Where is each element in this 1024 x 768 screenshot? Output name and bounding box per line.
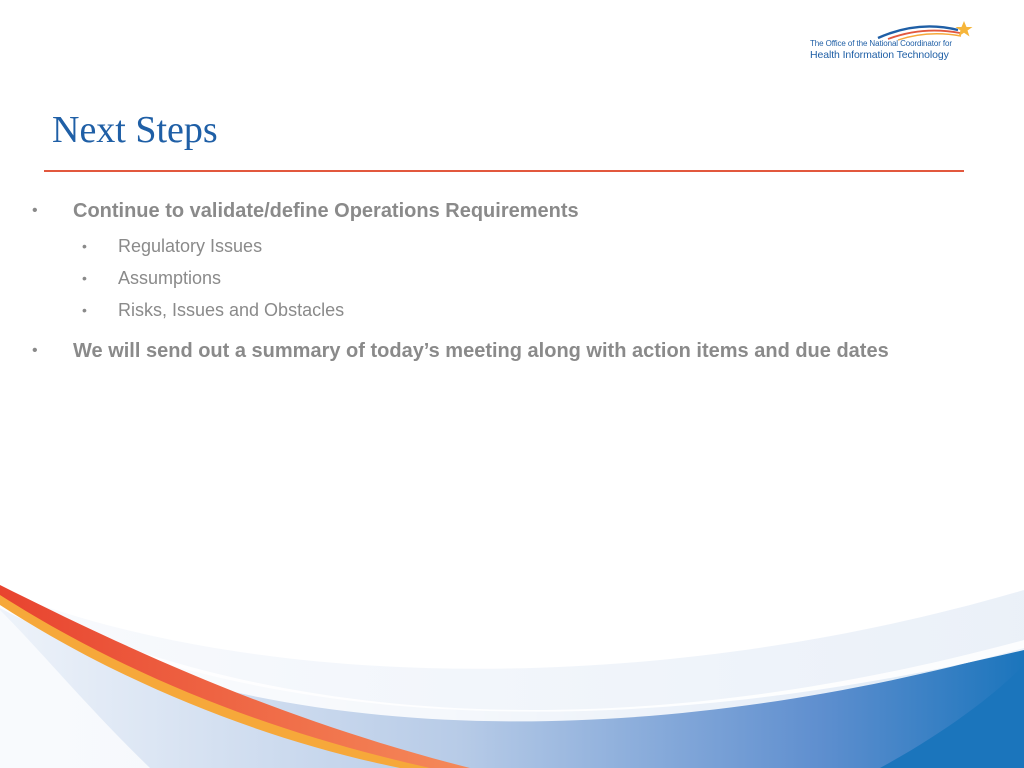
sub-bullet-item <box>30 230 950 262</box>
bullet-icon: • <box>82 302 87 318</box>
bullet-text: We will send out a summary of today’s meeting along with action items and due dates <box>73 340 889 362</box>
sub-bullet-text: Assumptions <box>118 268 222 288</box>
decorative-swoosh <box>0 570 1024 768</box>
bullet-text: Continue to validate/define Operations Requirements <box>73 200 579 222</box>
bullet-list <box>30 195 950 367</box>
sub-bullet-text: Regulatory Issues <box>118 236 263 256</box>
bullet-icon: • <box>32 202 38 219</box>
bullet-icon: • <box>32 342 38 359</box>
sub-bullet-text: Risks, Issues and Obstacles <box>118 300 345 320</box>
bullet-icon: • <box>82 270 87 286</box>
bullet-item <box>30 335 950 367</box>
sub-bullet-item <box>30 262 950 294</box>
sub-bullet-item <box>30 294 950 326</box>
onc-logo <box>808 18 978 68</box>
slide-title: Next Steps <box>52 109 218 151</box>
bullet-item <box>30 195 950 227</box>
sub-bullet-list <box>30 230 950 326</box>
logo-text-line2: Health Information Technology <box>810 49 949 61</box>
title-divider <box>44 170 964 172</box>
logo-text-line1: The Office of the National Coordinator for <box>810 39 952 48</box>
bullet-icon: • <box>82 238 87 254</box>
